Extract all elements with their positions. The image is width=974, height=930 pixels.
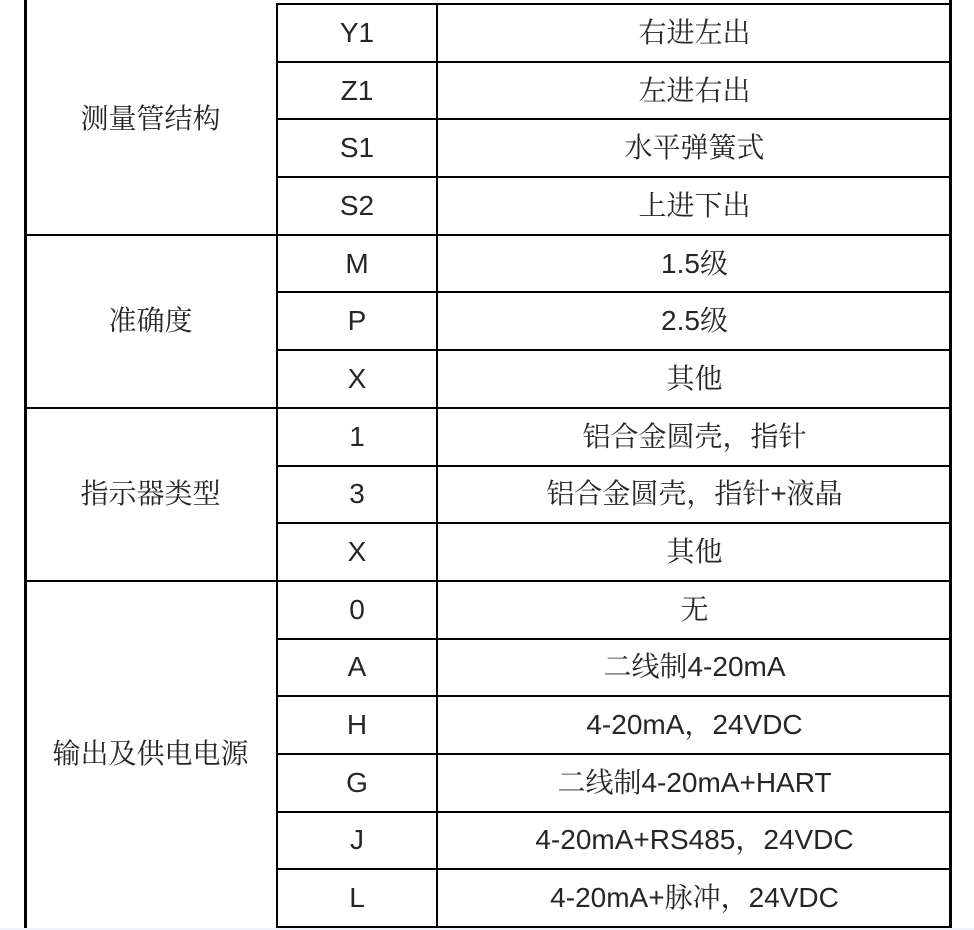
code-cell: A	[277, 639, 437, 697]
code-cell: L	[277, 869, 437, 927]
desc-cell: 铝合金圆壳，指针	[437, 408, 951, 466]
code-cell: Y1	[277, 4, 437, 62]
table-row	[25, 235, 951, 293]
desc-cell: 其他	[437, 350, 951, 408]
code-cell: 3	[277, 466, 437, 524]
code-cell: 1	[277, 408, 437, 466]
code-cell: X	[277, 350, 437, 408]
category-cell-accuracy: 准确度	[25, 235, 277, 408]
desc-cell: 其他	[437, 523, 951, 581]
desc-cell: 二线制4-20mA	[437, 639, 951, 697]
table-left-border	[24, 0, 27, 930]
code-cell: X	[277, 523, 437, 581]
code-cell: P	[277, 292, 437, 350]
code-cell: J	[277, 812, 437, 870]
desc-cell: 左进右出	[437, 62, 951, 120]
table-row	[25, 581, 951, 639]
table-right-border	[949, 0, 952, 930]
code-cell: Z1	[277, 62, 437, 120]
desc-cell: 无	[437, 581, 951, 639]
code-cell: S1	[277, 119, 437, 177]
code-cell: S2	[277, 177, 437, 235]
category-cell-indicator-type: 指示器类型	[25, 408, 277, 581]
desc-cell: 4-20mA，24VDC	[437, 696, 951, 754]
category-cell-output-power-supply: 输出及供电电源	[25, 581, 277, 927]
code-cell: M	[277, 235, 437, 293]
desc-cell: 4-20mA+脉冲，24VDC	[437, 869, 951, 927]
desc-cell: 水平弹簧式	[437, 119, 951, 177]
desc-cell: 铝合金圆壳，指针+液晶	[437, 466, 951, 524]
code-cell: H	[277, 696, 437, 754]
desc-cell: 上进下出	[437, 177, 951, 235]
table-row	[25, 408, 951, 466]
desc-cell: 2.5级	[437, 292, 951, 350]
code-cell: 0	[277, 581, 437, 639]
category-cell-measuring-tube-structure: 测量管结构	[25, 4, 277, 235]
desc-cell: 二线制4-20mA+HART	[437, 754, 951, 812]
code-cell: G	[277, 754, 437, 812]
ordering-code-table	[25, 3, 951, 928]
table-row	[25, 4, 951, 62]
desc-cell: 右进左出	[437, 4, 951, 62]
desc-cell: 1.5级	[437, 235, 951, 293]
desc-cell: 4-20mA+RS485，24VDC	[437, 812, 951, 870]
